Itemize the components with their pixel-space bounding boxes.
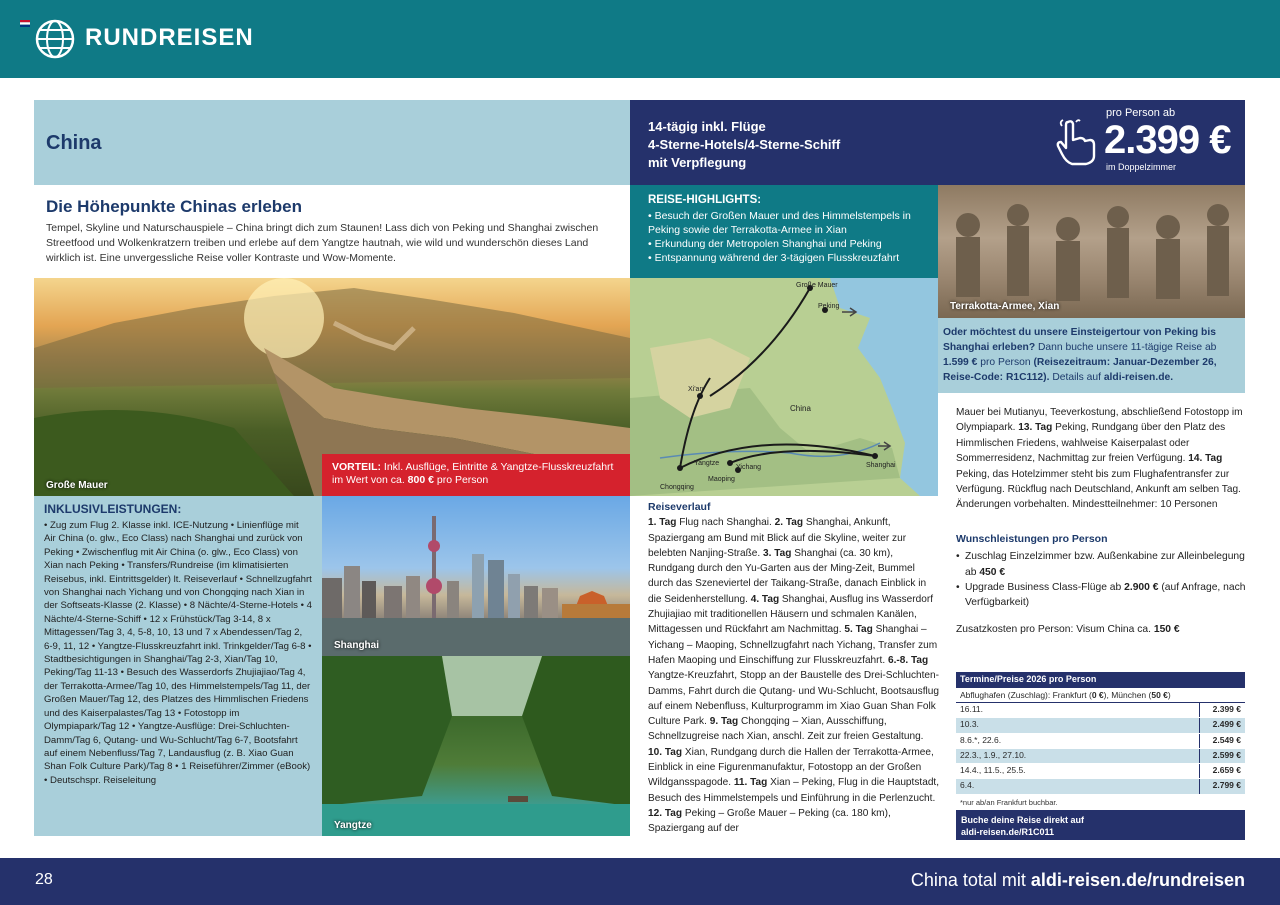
footer-link[interactable]: aldi-reisen.de/rundreisen (1030, 870, 1245, 890)
extras-heading: Wunschleistungen pro Person (956, 533, 1108, 545)
starter-text: Dann buche unsere 11-tägige Reise ab (1035, 342, 1217, 353)
additional-costs-text: Zusatzkosten pro Person: Visum China ca. (956, 624, 1154, 635)
extra-note: (auf Anfrage, nach Verfügbarkeit) (965, 581, 1246, 609)
table-row (956, 779, 1245, 794)
map-label: Shanghai (866, 462, 896, 469)
advantage-text: Inkl. Ausflüge, Eintritte & Yangtze-Flusskreuzfahrt im Wert von ca. (332, 461, 614, 486)
table-cell-price: 2.659 € (1199, 764, 1245, 778)
route-map (630, 278, 938, 496)
inclusions-box (34, 496, 322, 836)
optional-extras (956, 532, 1248, 610)
footer-text (911, 870, 1245, 891)
table-cell-price: 2.599 € (1199, 749, 1245, 763)
table-cell-price: 2.499 € (1199, 718, 1245, 732)
table-row (956, 734, 1245, 749)
footer-prefix: China total mit (910, 870, 1031, 890)
list-item (956, 580, 1248, 611)
inclusions-heading: INKLUSIVLEISTUNGEN: (44, 502, 182, 516)
advantage-value: 800 € (407, 474, 434, 486)
list-item (956, 549, 1248, 580)
terracotta-photo (938, 185, 1245, 318)
globe-icon (35, 19, 75, 59)
trip-highlights (630, 185, 938, 278)
shanghai-illustration (322, 496, 630, 656)
map-label: Peking (818, 303, 840, 310)
map-label: Xi'an (688, 386, 704, 393)
flag-icon (20, 20, 30, 27)
price-room: im Doppelzimmer (1106, 162, 1177, 172)
table-row (956, 703, 1245, 718)
photo-caption: Shanghai (334, 640, 380, 651)
photo-caption: Große Mauer (46, 480, 108, 491)
departure-airports: Abflughafen (Zuschlag): Frankfurt (0 €), München (50 €) (956, 688, 1245, 703)
table-row (956, 718, 1245, 733)
table-row (956, 764, 1245, 779)
map-label: Große Mauer (796, 282, 838, 289)
extra-price: 2.900 € (1124, 581, 1159, 593)
starter-tour-box (938, 318, 1245, 393)
country-header (34, 100, 630, 185)
trip-tagline (648, 118, 840, 172)
list-item: • Besuch der Großen Mauer und des Himmelstempels in Peking sowie der Terrakotta-Armee in Xian (648, 209, 920, 237)
tagline-line: mit Verpflegung (648, 155, 747, 170)
extras-list (956, 549, 1248, 610)
itinerary-continued: Mauer bei Mutianyu, Teeverkostung, abschließend Fotostopp im Olympiapark. 13. Tag Peking, Rundgang über den Platz des Himmlischen Friedens, wahlweise Kaiserpalast oder Sommerresidenz, Nachmittag zur freien Verfügung. 14. Tag Peking, das Hotelzimmer steht bis zum Flughafentransfer zur Verfügung. Rückflug nach Deutschland, Ankunft am selben Tag. Änderungen vorbehalten. Mindestteilnehmer: 10 Personen (956, 407, 1243, 511)
pointing-hand-icon (1054, 118, 1098, 166)
booking-text: Buche deine Reise direkt auf (961, 814, 1085, 825)
price-prefix: pro Person ab (1106, 107, 1176, 119)
terracotta-illustration (938, 185, 1245, 318)
map-label: Chongqing (660, 484, 694, 491)
map-label: Yichang (736, 464, 762, 471)
itinerary-text: 1. Tag Flug nach Shanghai. 2. Tag Shanghai, Ankunft, Spaziergang am Bund mit Blick auf die Skyline, weiter zur belebten Nanjing-Straße. 3. Tag Shanghai (ca. 30 km), Rundgang durch den Yu-Garten aus der Ming-Zeit, Bummel durch das Szeneviertel der Taikang-Straße, danach Einblick in die Seidenherstellung. 4. Tag Shanghai, Ausflug ins Wasserdorf Zhujiajiao mit traditionellen Häusern und schmalen Kanälen, Mittagessen und Rückfahrt am Nachmittag. 5. Tag Shanghai – Yichang – Maoping, Schnellzugfahrt nach Yichang, Transfer zum Hafen Maoping und Einschiffung zur Flusskreuzfahrt. 6.-8. Tag Yangtze-Kreuzfahrt, Stopp an der Baustelle des Drei-Schluchten-Damms, Fahrt durch die Qutang- und Wu-Schlucht, Bootsausflug auf einem Nebenfluss, Kulturprogramm im Xiao Guan Shan Folk Culture Park. 9. Tag Chongqing – Xian, Ausschiffung, Schnellzugreise nach Xian, anschl. Zeit zur freien Gestaltung. 10. Tag Xian, Rundgang durch die Hallen der Terrakotta-Armee, Einblick in eine Figurenmanufaktur, Fotostopp an der Großen Wildgansspagode. 11. Tag Xian – Peking, Flug in die Hauptstadt, Besuch des Himmelstempels und Einführung in die Perlenzucht. 12. Tag Peking – Große Mauer – Peking (ca. 180 km), Spaziergang auf der (648, 517, 940, 835)
photo-caption: Yangtze (334, 820, 372, 831)
intro-block (34, 185, 630, 278)
page-number: 28 (35, 871, 53, 888)
list-item: • Entspannung während der 3-tägigen Flusskreuzfahrt (648, 251, 920, 265)
photo-caption: Terrakotta-Armee, Xian (950, 301, 1060, 312)
map-label: Yangtze (694, 460, 720, 467)
additional-costs (956, 624, 1180, 635)
yangtze-illustration (322, 656, 630, 836)
advantage-label: VORTEIL: (332, 461, 381, 473)
top-bar (0, 0, 1280, 78)
booking-link[interactable]: aldi-reisen.de/R1C011 (961, 826, 1055, 837)
table-footnote: *nur ab/an Frankfurt buchbar. (960, 797, 1058, 807)
table-cell-date: 6.4. (960, 780, 975, 791)
section-title: RUNDREISEN (85, 24, 254, 51)
table-cell-date: 22.3., 1.9., 27.10. (960, 749, 1027, 760)
country-title: China (46, 132, 102, 154)
starter-text: Details auf (1049, 372, 1104, 383)
starter-link[interactable]: aldi-reisen.de. (1103, 372, 1174, 383)
table-cell-price: 2.399 € (1199, 703, 1245, 717)
starter-price: 1.599 € (943, 357, 978, 368)
table-heading: Termine/Preise 2026 pro Person (956, 672, 1245, 688)
dates-prices-table (956, 672, 1245, 840)
extra-text: Upgrade Business Class-Flüge ab (965, 581, 1125, 593)
intro-text: Tempel, Skyline und Naturschauspiele – China bringt dich zum Staunen! Lass dich von Peking und Shanghai zwischen Streetfood und Wolkenkratzern treiben und erlebe auf dem Yangtze hautnah, wie wild und wunderschön dieses Land wirklich ist. Eine unvergessliche Reise voller Kontraste und Wow-Momente. (46, 222, 599, 264)
extra-text: Zuschlag Einzelzimmer bzw. Außenkabine zur Alleinbelegung ab (965, 551, 1245, 578)
advantage-suffix: pro Person (433, 474, 489, 486)
itinerary-heading: Reiseverlauf (648, 501, 711, 513)
highlights-heading: REISE-HIGHLIGHTS: (648, 194, 762, 206)
price: 2.399 € (1104, 118, 1231, 162)
table-cell-date: 10.3. (960, 719, 979, 730)
extra-price: 450 € (979, 566, 1006, 578)
table-cell-price: 2.799 € (1199, 779, 1245, 793)
shanghai-photo (322, 496, 630, 656)
table-cell-date: 8.6.*, 22.6. (960, 734, 1002, 745)
table-body (956, 703, 1245, 795)
map-label: China (790, 404, 811, 413)
table-cell-date: 14.4., 11.5., 25.5. (960, 765, 1026, 776)
additional-costs-price: 150 € (1153, 624, 1180, 635)
table-cell-price: 2.549 € (1199, 734, 1245, 748)
trip-summary-header (630, 100, 1245, 185)
intro-heading: Die Höhepunkte Chinas erleben (46, 197, 302, 216)
booking-box[interactable] (956, 810, 1245, 840)
tagline-line: 14-tägig inkl. Flüge (648, 119, 766, 134)
starter-details: (Reisezeitraum: Januar-Dezember 26, Reise-Code: R1C112). (943, 357, 1217, 383)
yangtze-photo (322, 656, 630, 836)
advantage-banner (322, 454, 630, 496)
list-item: • Erkundung der Metropolen Shanghai und Peking (648, 237, 920, 251)
highlights-list (648, 209, 920, 265)
tagline-line: 4-Sterne-Hotels/4-Sterne-Schiff (648, 137, 841, 152)
itinerary (648, 500, 940, 837)
table-row (956, 749, 1245, 764)
starter-text: pro Person (977, 357, 1034, 368)
table-cell-date: 16.11. (960, 704, 984, 714)
starter-question: Oder möchtest du unsere Einsteigertour von Peking bis Shanghai erleben? (943, 327, 1216, 353)
inclusions-text: • Zug zum Flug 2. Klasse inkl. ICE-Nutzung • Linienflüge mit Air China (o. glw., Eco Class) nach Shanghai und zurück von Peking • Zwischenflug mit Air China (o. glw., Eco Class) von Xian nach Peking • Transfers/Rundreise (im klimatisierten Reisebus, inkl. Eintrittsgelder) lt. Reiseverlauf • Schnellzugfahrt von Shanghai nach Yichang und von Chongqing nach Xian in der Softseats-Klasse (2. Klasse) • 8 Nächte/4-Sterne-Hotels • 4 Nächte/4-Sterne-Schiff • 12 x Frühstück/Tag 3-14, 8 x Mittagessen/Tag 3, 4, 5-8, 10, 13 und 7 x Abendessen/Tag 2, 6-9, 11, 12 • Yangtze-Flusskreuzfahrt inkl. Trinkgelder/Tag 6-8 • Stadtbesichtigungen in Shanghai/Tag 2-3, Xian/Tag 10, Peking/Tag 11-13 • Besuch des Wasserdorfs Zhujiajiao/Tag 4, der Terrakotta-Armee/Tag 10, des Himmelstempels/Tag 11, der Großen Mauer/Tag 12, des Platzes des Himmlischen Friedens und des Kaiserpalastes/Tag 13 • Fotostopp im Olympiapark/Tag 12 • Yangtze-Ausflüge: Drei-Schluchten-Damm/Tag 6, Qutang- und Wu-Schlucht/Tag 6-7, Bootsfahrt auf einem Nebenfluss/Tag 7, Landausflug (z. B. Xiao Guan Shan Folk Culture Park)/Tag 8 • 1 Reiseführer/Zimmer (eBook) • Deutschspr. Reiseleitung (44, 520, 312, 786)
map-label: Maoping (708, 476, 735, 483)
bottom-bar (0, 858, 1280, 905)
